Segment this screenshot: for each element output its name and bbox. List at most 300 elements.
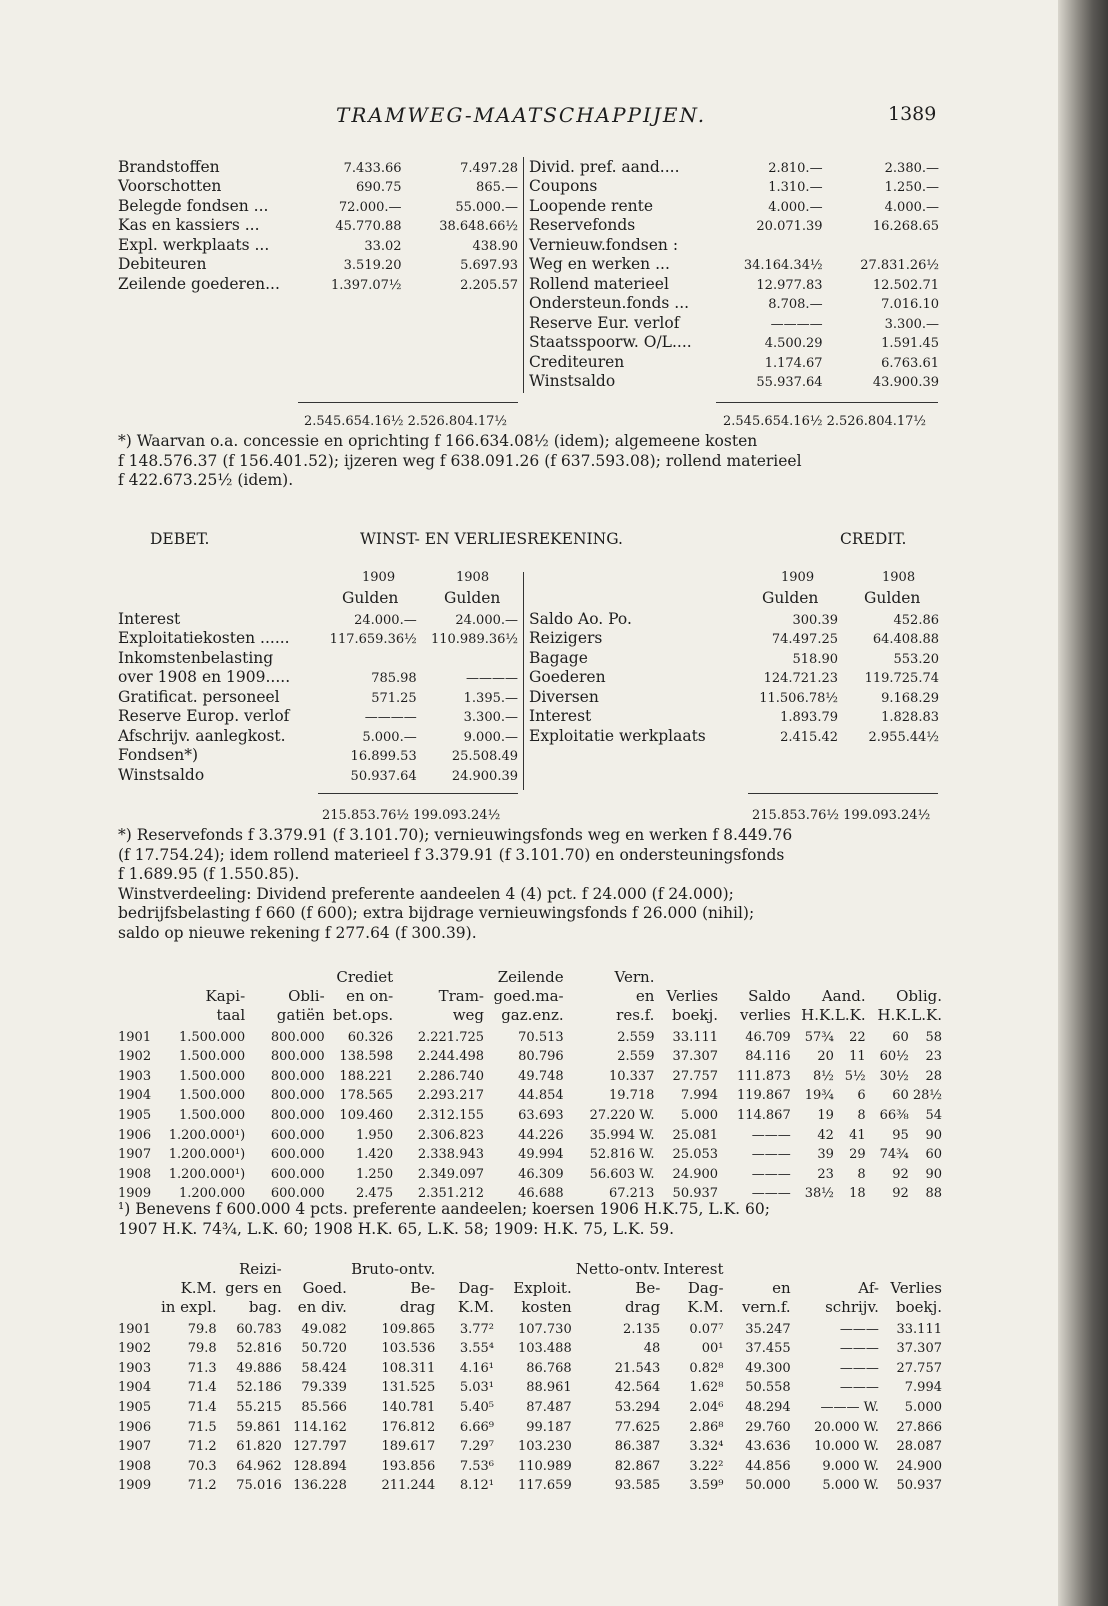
column-header [118, 1260, 154, 1279]
table-cell: 131.525 [381, 1380, 436, 1396]
pl-right-year1: 1909 [781, 570, 815, 585]
balance-liability-value-1909: 4.000.— [768, 199, 823, 215]
pl-debit-value-1908: 3.300.— [463, 710, 518, 725]
balance-asset-label: Kas en kassiers ... [118, 216, 260, 234]
table-cell: 8 [857, 1107, 866, 1123]
balance-liability-value-1909: 55.937.64 [756, 375, 823, 390]
table-cell: 2.351.212 [417, 1186, 485, 1202]
balance-liability-row [529, 195, 939, 215]
pl-credit-value-1908: 9.168.29 [881, 690, 939, 706]
table-cell: 5.000 [904, 1399, 942, 1415]
column-header [435, 1260, 494, 1279]
table-cell: 95 [892, 1127, 909, 1143]
table-cell: 2.244.498 [417, 1049, 485, 1065]
table-cell: 79.339 [301, 1380, 347, 1396]
header-row [118, 968, 942, 987]
table-cell: 50.937 [896, 1478, 942, 1494]
table-cell: ——— [839, 1380, 879, 1396]
balance-asset-value-1909: 7.433.66 [343, 160, 402, 176]
header-row [118, 1279, 942, 1298]
column-header: gaz.enz. [501, 1006, 564, 1024]
balance-liability-label: Divid. pref. aand.... [529, 157, 680, 176]
balance-asset-label: Brandstoffen [118, 157, 220, 176]
balance-liability-value-1909: 1.174.67 [764, 355, 823, 371]
footnote-line: saldo op nieuwe rekening f 277.64 (f 300.39). [118, 923, 477, 942]
table-cell: 5½ [844, 1068, 866, 1084]
table-cell: 2.04⁶ [689, 1399, 724, 1415]
table-cell: 92 [892, 1186, 909, 1202]
table-cell: 7.29⁷ [459, 1439, 495, 1455]
table-cell: 60 [892, 1029, 909, 1045]
column-header: bet.ops. [332, 1006, 394, 1024]
table-cell: 2.306.823 [417, 1127, 485, 1143]
table-cell: 92 [892, 1166, 909, 1182]
table-cell: 46.309 [518, 1166, 564, 1182]
stats-table-capital [118, 968, 942, 1201]
balance-liability-value-1909: 4.500.29 [764, 336, 823, 351]
table-cell: 49.082 [301, 1321, 347, 1337]
balance-total-rule-left [298, 402, 518, 403]
table-row [118, 1376, 942, 1396]
table-cell: 49.748 [518, 1068, 564, 1084]
column-header [393, 968, 484, 987]
table-cell: 103.488 [517, 1341, 572, 1357]
table-cell: 8½ [812, 1068, 834, 1084]
table-row [118, 1454, 942, 1474]
table-cell: 39 [817, 1147, 834, 1163]
table-cell: 28.087 [896, 1439, 942, 1455]
column-header: Crediet [336, 968, 394, 986]
pl-debit-value-1908: 25.508.49 [451, 749, 518, 764]
table-row [118, 1045, 942, 1065]
balance-liability-row [529, 351, 939, 371]
column-header: H.K.L.K. [877, 1006, 942, 1024]
row-year: 1907 [118, 1439, 152, 1455]
column-header [494, 1260, 572, 1279]
column-header: Verlies [890, 1279, 942, 1297]
table-cell: 80.796 [518, 1049, 564, 1065]
row-year: 1901 [118, 1029, 152, 1045]
balance-asset-value-1908: 2.205.57 [460, 277, 518, 293]
header-row [118, 1260, 942, 1279]
table-cell: 85.566 [301, 1399, 347, 1415]
pl-right-unit1: Gulden [762, 589, 819, 607]
column-header: Saldo [748, 987, 791, 1005]
column-header: K.M. [180, 1279, 217, 1297]
table-row [118, 1123, 942, 1143]
table-cell: 7.994 [904, 1380, 942, 1396]
table-cell: 5.000 [680, 1107, 719, 1123]
pl-debit-row [118, 667, 518, 687]
column-header: K.M. [457, 1298, 495, 1316]
balance-asset-row [118, 195, 518, 215]
pl-divider [523, 572, 524, 790]
balance-liability-row [529, 371, 939, 391]
table-cell: 109.865 [381, 1321, 436, 1337]
table-cell: 00¹ [701, 1341, 724, 1357]
pl-left-year1: 1909 [362, 570, 396, 585]
pl-debit-value-1908: ———— [466, 671, 518, 686]
balance-asset-label: Belegde fondsen ... [118, 196, 269, 215]
table-cell: 10.337 [608, 1068, 655, 1084]
balance-footnote [118, 432, 938, 491]
pl-left-table [118, 608, 518, 784]
balance-liability-value-1909: 20.071.39 [756, 219, 823, 234]
pl-credit-label: Diversen [529, 687, 599, 706]
pl-credit-value-1909: 1.893.79 [780, 710, 838, 725]
table-cell: 93.585 [614, 1478, 661, 1494]
table-cell: ——— [751, 1147, 791, 1163]
table-cell: 2.559 [617, 1029, 655, 1045]
table-cell: 6.66⁹ [459, 1419, 495, 1435]
table-cell: 600.000 [270, 1147, 325, 1163]
balance-asset-label: Debiteuren [118, 255, 207, 273]
table-cell: 44.854 [518, 1088, 564, 1104]
page-title: TRAMWEG-MAATSCHAPPIJEN. [336, 103, 707, 127]
table-row [118, 1337, 942, 1357]
table-cell: 60.783 [236, 1321, 282, 1337]
pl-debit-value-1909: ———— [364, 710, 417, 725]
pl-debit-label: Interest [118, 609, 181, 628]
column-header [866, 968, 942, 987]
table-row [118, 1025, 942, 1045]
pl-debit-value-1909: 785.98 [371, 671, 417, 686]
footnote-line: bedrijfsbelasting f 660 (f 600); extra bijdrage vernieuwingsfonds f 26.000 (nihil); [118, 904, 755, 922]
table-cell: 48 [643, 1341, 661, 1357]
balance-right-table [529, 156, 939, 390]
column-header: Be- [410, 1279, 436, 1297]
column-header: verlies [740, 1006, 791, 1024]
pl-total-left: 215.853.76½ 199.093.24½ [322, 808, 501, 823]
pl-debit-label: Inkomstenbelasting [118, 648, 274, 667]
table-cell: 41 [849, 1127, 866, 1143]
balance-liability-row [529, 156, 939, 176]
table-cell: 1.200.000¹) [168, 1147, 246, 1163]
table-cell: 211.244 [381, 1478, 436, 1494]
pl-credit-label: Saldo Ao. Po. [529, 609, 632, 628]
footnote-line: *) Reservefonds f 3.379.91 (f 3.101.70); vernieuwingsfonds weg en werken f 8.449.76 [118, 826, 793, 844]
balance-liability-row [529, 234, 939, 254]
column-header: Oblig. [896, 987, 942, 1005]
table-cell: 90 [925, 1166, 942, 1182]
column-header: Tram- [438, 987, 485, 1005]
table-cell: 50.558 [745, 1380, 791, 1396]
column-header: gers en [225, 1279, 282, 1297]
table-row [118, 1064, 942, 1084]
balance-liability-row [529, 215, 939, 235]
table-cell: 87.487 [526, 1399, 572, 1415]
table-cell: 53.294 [614, 1399, 661, 1415]
column-header [654, 968, 718, 987]
pl-debit-value-1909: 117.659.36½ [329, 632, 417, 647]
table-cell: 1.200.000¹) [168, 1166, 246, 1182]
column-header [118, 987, 157, 1006]
table-cell: 1.500.000 [178, 1088, 246, 1104]
column-header: Dag- [687, 1279, 724, 1297]
table-cell: 60½ [879, 1049, 909, 1065]
table-cell: 2.293.217 [417, 1088, 485, 1104]
table-row [118, 1143, 942, 1163]
table-cell: 1.500.000 [178, 1107, 246, 1123]
table-cell: 600.000 [270, 1186, 325, 1202]
column-header: Exploit. [513, 1279, 572, 1297]
pl-credit-value-1909: 518.90 [792, 651, 838, 667]
table-cell: 188.221 [339, 1068, 394, 1084]
column-header: Af- [858, 1279, 879, 1297]
balance-liability-label: Staatsspoorw. O/L.... [529, 333, 692, 351]
column-header: K.M. [687, 1298, 724, 1316]
row-year: 1909 [118, 1186, 152, 1202]
stats1-footnote [118, 1200, 942, 1239]
balance-liability-value-1908: 1.250.— [884, 180, 939, 195]
table-cell: 2.475 [355, 1186, 394, 1202]
table-cell: 74¾ [879, 1147, 909, 1163]
pl-credit-value-1908: 64.408.88 [872, 632, 939, 647]
pl-credit-value-1908: 2.955.44½ [868, 729, 939, 745]
pl-credit-row [529, 608, 939, 628]
table-cell: 7.994 [680, 1088, 719, 1104]
table-cell: 20.000 W. [814, 1419, 879, 1435]
table-cell: 43.636 [745, 1439, 791, 1455]
column-header: Aand. [821, 987, 866, 1005]
table-cell: 0.82⁸ [689, 1360, 724, 1376]
table-cell: 42.564 [614, 1380, 661, 1396]
pl-debit-label: Fondsen*) [118, 746, 199, 764]
balance-asset-value-1908: 38.648.66½ [439, 219, 518, 234]
balance-liability-row [529, 254, 939, 274]
table-cell: 11 [849, 1049, 866, 1065]
table-cell: 49.300 [745, 1360, 791, 1376]
table-cell: 79.8 [187, 1341, 217, 1357]
balance-liability-row [529, 332, 939, 352]
table-cell: 42 [817, 1127, 834, 1143]
column-header: bag. [248, 1298, 282, 1316]
table-cell: 28½ [912, 1088, 942, 1104]
table-cell: 1.500.000 [178, 1049, 246, 1065]
pl-left-unit1: Gulden [342, 589, 399, 607]
table-cell: 75.016 [236, 1478, 282, 1494]
table-cell: 60 [925, 1147, 942, 1163]
balance-liability-row [529, 312, 939, 332]
column-header [282, 1260, 347, 1279]
table-cell: ——— [839, 1360, 879, 1376]
balance-liability-label: Reserve Eur. verlof [529, 313, 680, 332]
row-year: 1906 [118, 1419, 152, 1435]
table-cell: 1.62⁸ [689, 1380, 724, 1396]
table-cell: 71.2 [187, 1439, 217, 1455]
balance-liability-value-1909: ———— [770, 316, 823, 332]
balance-total-left: 2.545.654.16½ 2.526.804.17½ [304, 414, 508, 429]
table-cell: 8 [857, 1166, 866, 1182]
table-cell: 23 [925, 1049, 942, 1065]
table-cell: 38½ [804, 1186, 834, 1202]
balance-asset-value-1909: 45.770.88 [335, 219, 402, 234]
table-cell: 600.000 [270, 1127, 325, 1143]
table-cell: 86.387 [614, 1439, 661, 1455]
table-cell: 193.856 [381, 1458, 436, 1474]
table-cell: 60 [892, 1088, 909, 1104]
balance-liability-value-1908: 2.380.— [884, 160, 939, 176]
pl-credit-row [529, 628, 939, 648]
table-cell: 3.55⁴ [459, 1341, 495, 1357]
pl-debit-row [118, 745, 518, 765]
table-cell: 1.500.000 [178, 1068, 246, 1084]
book-spine-shadow [1058, 0, 1108, 1606]
table-cell: 5.000 W. [822, 1478, 879, 1494]
pl-debit-row [118, 764, 518, 784]
pl-credit-value-1909: 124.721.23 [763, 671, 838, 686]
table-cell: 71.5 [187, 1419, 217, 1435]
table-cell: 1.500.000 [178, 1029, 246, 1045]
pl-credit-value-1909: 11.506.78½ [759, 690, 838, 706]
balance-asset-row [118, 234, 518, 254]
column-header: Dag- [458, 1279, 495, 1297]
pl-credit-value-1908: 119.725.74 [864, 671, 939, 686]
table-cell: ——— [839, 1341, 879, 1357]
table-cell: 90 [925, 1127, 942, 1143]
column-header: Goed. [302, 1279, 347, 1297]
pl-credit-value-1909: 74.497.25 [771, 632, 838, 647]
table-cell: 127.797 [293, 1439, 347, 1455]
column-header: Netto-ontv. [575, 1260, 661, 1278]
pl-total-right: 215.853.76½ 199.093.24½ [752, 808, 931, 823]
table-cell: 71.3 [187, 1360, 217, 1376]
table-row [118, 1317, 942, 1337]
column-header: en div. [297, 1298, 347, 1316]
balance-liability-label: Loopende rente [529, 196, 654, 215]
table-cell: 3.22² [689, 1458, 724, 1474]
pl-debit-label: Reserve Europ. verlof [118, 707, 290, 725]
table-cell: 19 [817, 1107, 834, 1123]
column-header: en [635, 987, 655, 1005]
column-header: Verlies [666, 987, 719, 1005]
table-cell: 5.40⁵ [459, 1399, 495, 1415]
table-cell: 64.962 [236, 1458, 282, 1474]
table-cell: 108.311 [381, 1360, 436, 1376]
table-cell: 88 [925, 1186, 942, 1202]
table-cell: 3.77² [459, 1321, 495, 1337]
balance-asset-row [118, 176, 518, 196]
row-year: 1905 [118, 1399, 152, 1415]
balance-liability-value-1908: 1.591.45 [881, 336, 939, 351]
balance-liability-value-1909: 8.708.— [768, 297, 823, 312]
pl-debit-label: Exploitatiekosten ...... [118, 629, 290, 647]
table-cell: 9.000 W. [822, 1458, 879, 1474]
table-cell: 48.294 [745, 1399, 791, 1415]
balance-asset-row [118, 215, 518, 235]
table-cell: 60.326 [347, 1029, 394, 1045]
balance-liability-label: Weg en werken ... [529, 255, 670, 273]
column-header [157, 968, 246, 987]
row-year: 1902 [118, 1049, 152, 1065]
table-cell: 2.221.725 [417, 1029, 485, 1045]
column-header: Obli- [288, 987, 325, 1005]
table-cell: 28 [925, 1068, 942, 1084]
footnote-line: (f 17.754.24); idem rollend materieel f 3.379.91 (f 3.101.70) en ondersteuningsfonds [118, 845, 785, 864]
table-cell: 44.226 [518, 1127, 564, 1143]
pl-debet-heading: DEBET. [150, 530, 210, 548]
column-header [118, 1279, 154, 1298]
table-cell: 6 [857, 1088, 866, 1104]
column-header: boekj. [895, 1298, 942, 1316]
pl-title: WINST- EN VERLIESREKENING. [360, 530, 623, 548]
column-header: Interest [663, 1260, 724, 1278]
balance-liability-label: Rollend materieel [529, 274, 669, 293]
table-cell: 88.961 [526, 1380, 572, 1396]
table-cell: 800.000 [270, 1107, 325, 1123]
table-cell: 22 [849, 1029, 866, 1045]
balance-liability-row [529, 273, 939, 293]
balance-liability-value-1908: 4.000.— [884, 199, 939, 215]
column-header: in expl. [160, 1298, 217, 1316]
pl-debit-row [118, 608, 518, 628]
column-header [245, 968, 324, 987]
table-cell: 54 [925, 1107, 942, 1123]
table-cell: 59.861 [236, 1419, 282, 1435]
column-header: res.f. [616, 1006, 655, 1024]
pl-credit-label: Exploitatie werkplaats [529, 726, 706, 745]
pl-credit-value-1909: 300.39 [792, 612, 838, 628]
balance-asset-value-1908: 865.— [476, 180, 518, 195]
table-cell: 63.693 [518, 1107, 564, 1123]
table-cell: 800.000 [270, 1088, 325, 1104]
pl-debit-value-1909 [329, 647, 417, 667]
table-cell: 52.816 W. [589, 1147, 655, 1163]
pl-debit-value-1908 [417, 647, 518, 667]
table-cell: 37.307 [672, 1049, 719, 1065]
page-number: 1389 [888, 103, 937, 125]
table-cell: 56.603 W. [589, 1166, 655, 1182]
pl-debit-row [118, 686, 518, 706]
row-year: 1907 [118, 1147, 152, 1163]
table-cell: ——— W. [820, 1399, 879, 1415]
table-cell: 178.565 [339, 1088, 394, 1104]
balance-liability-label: Reservefonds [529, 216, 636, 234]
balance-divider [523, 157, 524, 393]
pl-debit-row [118, 647, 518, 667]
table-cell: 109.460 [339, 1107, 394, 1123]
table-cell: 46.688 [518, 1186, 564, 1202]
table-cell: 37.455 [745, 1341, 791, 1357]
pl-credit-row [529, 667, 939, 687]
balance-liability-value-1908: 16.268.65 [872, 219, 939, 234]
balance-liability-value-1909: 1.310.— [768, 180, 823, 195]
table-cell: 66⅜ [879, 1107, 909, 1123]
table-cell: 800.000 [270, 1049, 325, 1065]
table-cell: 25.081 [672, 1127, 719, 1143]
row-year: 1908 [118, 1166, 152, 1182]
table-cell: 103.536 [381, 1341, 436, 1357]
table-cell: 0.07⁷ [689, 1321, 724, 1337]
table-cell: 110.989 [517, 1458, 572, 1474]
table-cell: 3.59⁹ [689, 1478, 724, 1494]
balance-liability-value-1909: 34.164.34½ [743, 258, 823, 273]
table-cell: 138.598 [339, 1049, 394, 1065]
balance-liability-row [529, 176, 939, 196]
table-row [118, 1435, 942, 1455]
table-cell: 19¾ [804, 1088, 834, 1104]
table-cell: 24.900 [672, 1166, 719, 1182]
table-cell: 7.53⁶ [459, 1458, 495, 1474]
table-cell: 1.250 [355, 1166, 394, 1182]
table-cell: 50.937 [672, 1186, 719, 1202]
pl-credit-label: Interest [529, 707, 592, 725]
pl-right-table [529, 608, 939, 745]
table-cell: 55.215 [236, 1399, 282, 1415]
balance-asset-value-1908: 7.497.28 [460, 160, 518, 176]
stats-table-operations [118, 1260, 942, 1493]
table-cell: 10.000 W. [814, 1439, 879, 1455]
